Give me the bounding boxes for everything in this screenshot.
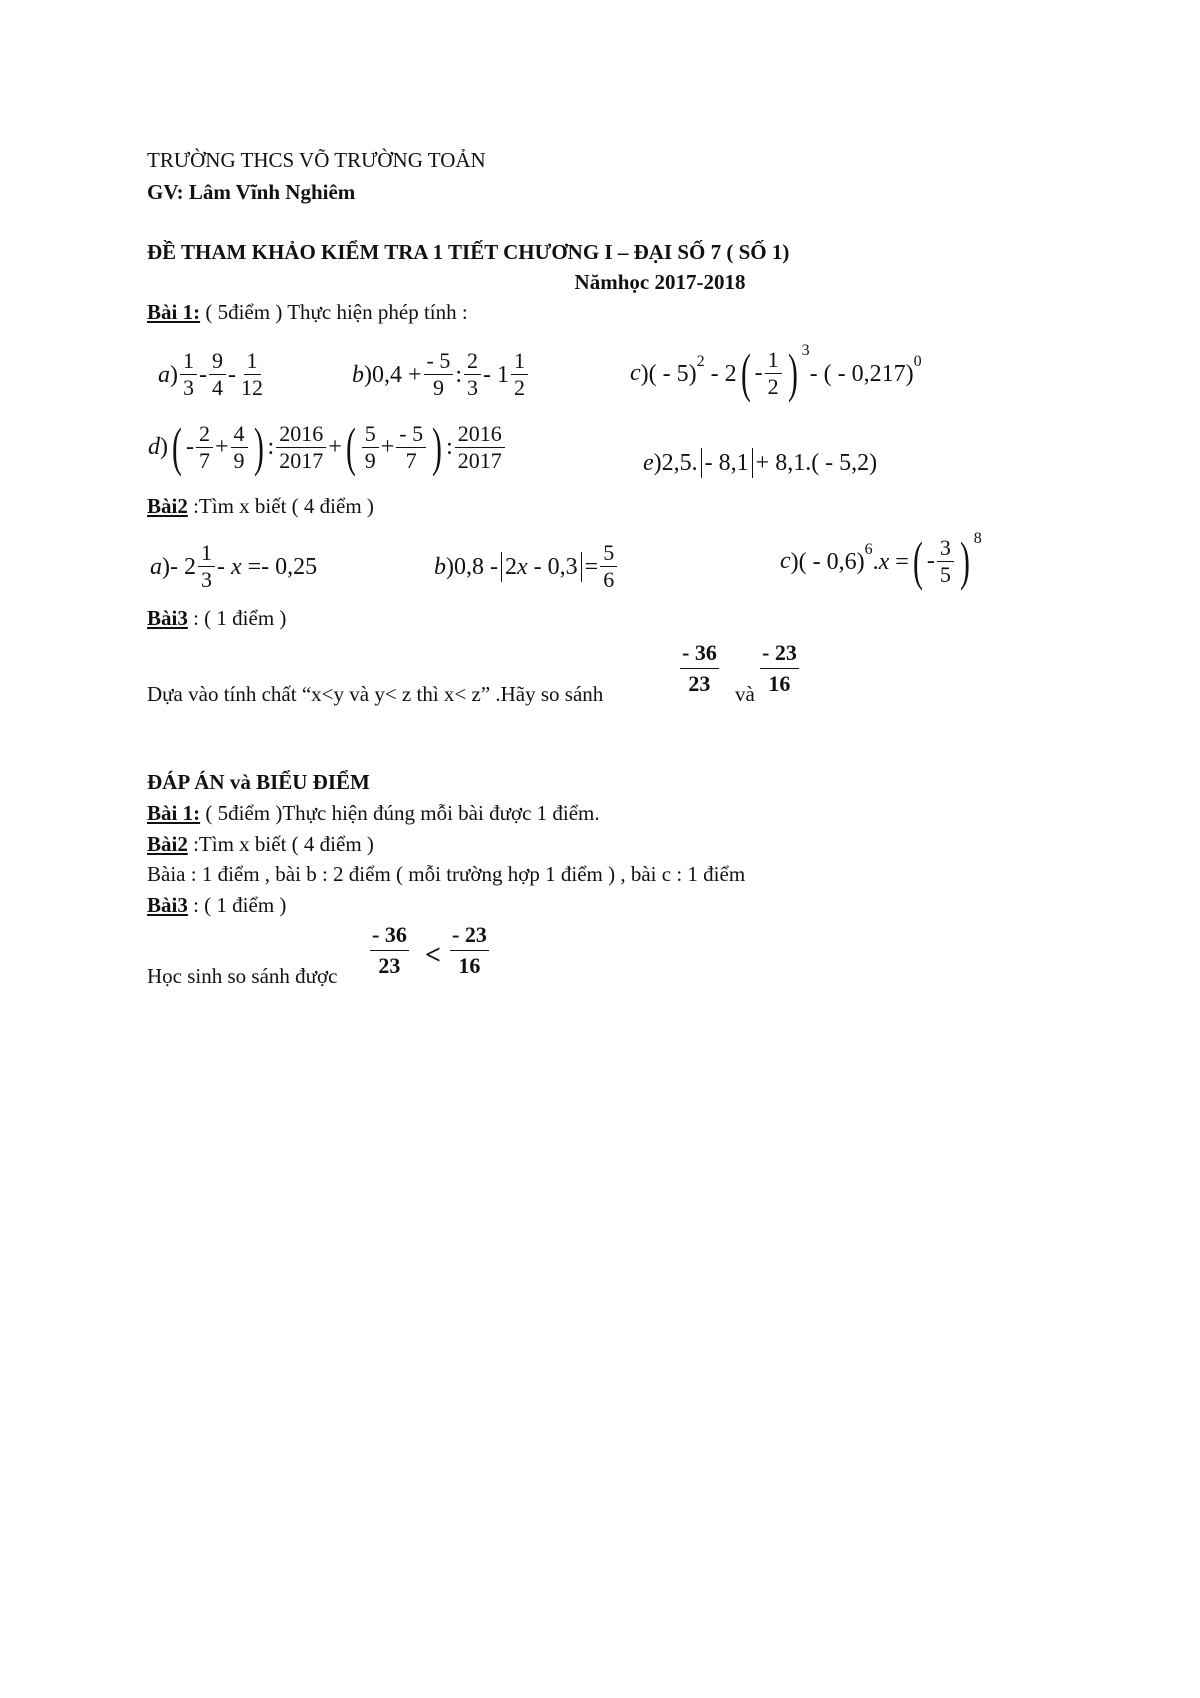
answers-bai3-text: : ( 1 điểm ) (187, 893, 287, 917)
bai1-d: d ) ( - $\frac{2}{7}$ + $\frac{4}{9}$ ) : $\frac{2016}{2017}$ + ( $\frac{5}{9}$ + $\frac{- 5}{7}$ ) : $\frac{2016}{2017}$ (148, 420, 507, 474)
bai3-heading (147, 606, 286, 631)
bai1-heading (147, 300, 468, 325)
bai3-frac2-den: 16 (768, 671, 791, 696)
school-name: TRƯỜNG THCS VÕ TRƯỜNG TOẢN (147, 148, 486, 172)
bai1-e: e )2,5. - 8,1 + 8,1.( - 5,2) (643, 450, 878, 476)
answers-bai2 (147, 832, 374, 857)
answers-frac1 (370, 922, 409, 979)
answers-bai2-label: Bài2 (147, 832, 188, 856)
bai1-desc: ( 5điểm ) Thực hiện phép tính : (200, 300, 468, 324)
bai3-desc: : ( 1 điểm ) (187, 606, 287, 630)
answers-frac1-num: - 36 (370, 922, 409, 951)
answers-bai3 (147, 893, 286, 918)
bai3-frac1-num: - 36 (680, 640, 719, 669)
bai2-desc: :Tìm x biết ( 4 điểm ) (187, 494, 374, 518)
bai1-c: c )( - 5)$^2$ - 2 ( - $\frac{1}{2}$ ) $^3$ - ( - 0,217)$^0$ (630, 342, 922, 403)
answers-bai3-result: Học sinh so sánh được (147, 964, 338, 988)
bai3-frac2-num: - 23 (760, 640, 799, 669)
exam-title: ĐỀ THAM KHẢO KIỂM TRA 1 TIẾT CHƯƠNG I – ĐẠI SỐ 7 ( SỐ 1) (147, 240, 790, 264)
answers-less-than: < (425, 940, 441, 971)
bai3-and: và (735, 682, 755, 706)
bai3-frac1-den: 23 (688, 671, 711, 696)
answers-frac2-num: - 23 (450, 922, 489, 951)
bai3-label: Bài3 (147, 606, 188, 630)
answers-bai2-text: :Tìm x biết ( 4 điểm ) (187, 832, 374, 856)
teacher-name: GV: Lâm Vĩnh Nghiêm (147, 180, 356, 204)
bai2-c: c )( - 0,6)$^6$.x = ( - $\frac{3}{5}$ ) $^8$ (780, 530, 982, 591)
answers-bai1 (147, 801, 600, 826)
answers-bai3-label: Bài3 (147, 893, 188, 917)
bai2-heading (147, 494, 374, 519)
answers-frac1-den: 23 (378, 953, 401, 978)
bai3-frac2 (760, 640, 799, 697)
answers-title: ĐÁP ÁN và BIỂU ĐIỂM (147, 770, 370, 794)
school-year: Nămhọc 2017-2018 (574, 270, 746, 294)
answers-frac2 (450, 922, 489, 979)
answers-frac2-den: 16 (458, 953, 481, 978)
bai1-b: b )0,4 + $\frac{- 5}{9}$ : $\frac{2}{3}$ - 1 $\frac{1}{2}$ (352, 350, 530, 399)
answers-bai2-detail: Bàia : 1 điểm , bài b : 2 điểm ( mỗi trường hợp 1 điểm ) , bài c : 1 điểm (147, 862, 746, 886)
bai3-text: Dựa vào tính chất “x<y và y< z thì x< z” .Hãy so sánh (147, 682, 604, 706)
bai2-label: Bài2 (147, 494, 188, 518)
answers-bai1-text: ( 5điểm )Thực hiện đúng mỗi bài được 1 điểm. (200, 801, 600, 825)
bai2-b: b )0,8 - 2x - 0,3 = $\frac{5}{6}$ (434, 542, 619, 591)
bai1-label: Bài 1: (147, 300, 201, 324)
bai1-a: a ) $\frac{1}{3}$ - $\frac{9}{4}$ - $\frac{1}{12}$ (158, 348, 263, 400)
answers-bai1-label: Bài 1: (147, 801, 201, 825)
bai3-frac1 (680, 640, 719, 697)
bai2-a: a )- 2 $\frac{1}{3}$ - x =- 0,25 (150, 540, 318, 592)
